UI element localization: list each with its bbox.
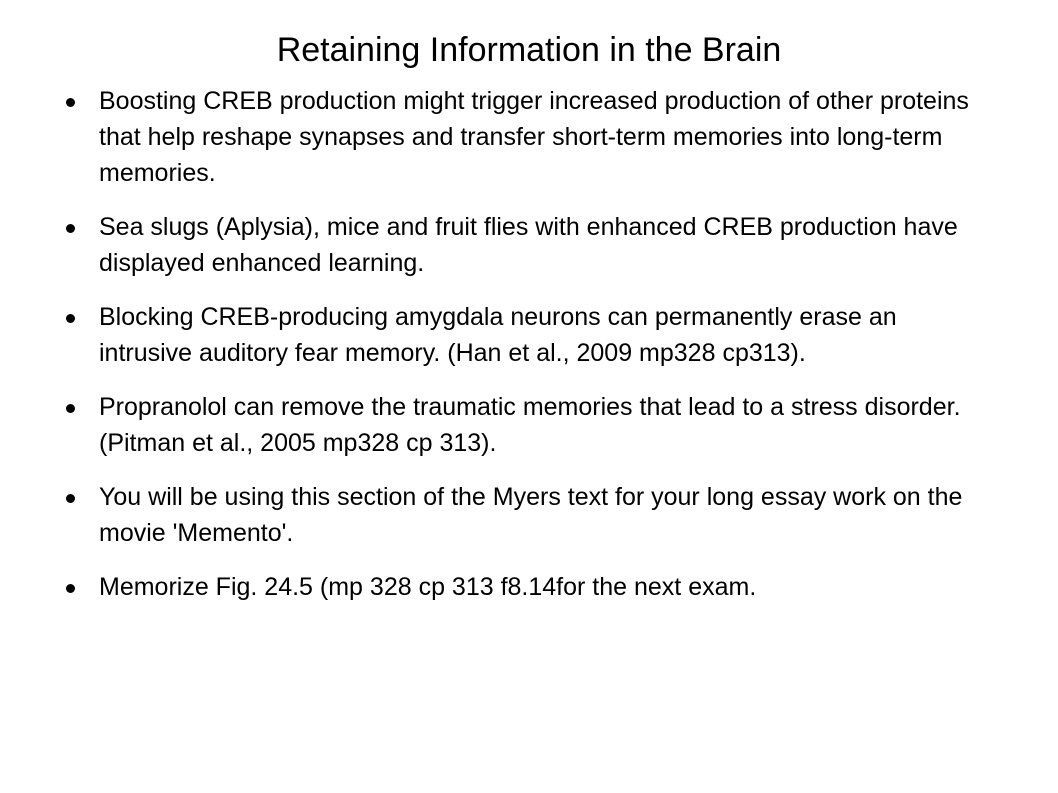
bullet-text: Memorize Fig. 24.5 (mp 328 cp 313 f8.14for the next exam.: [99, 573, 757, 601]
bullet-dot-icon: [66, 584, 75, 593]
bullet-dot-icon: [66, 224, 75, 233]
bullet-dot-icon: [66, 494, 75, 503]
bullet-text: Blocking CREB-producing amygdala neurons can permanently erase an intrusive auditory fear memory. (Han et al., 2009 mp328 cp313).: [99, 303, 897, 367]
bullet-item: [62, 299, 992, 371]
bullet-dot-icon: [66, 314, 75, 323]
slide-title: Retaining Information in the Brain: [276, 31, 782, 69]
bullet-item: [62, 479, 992, 551]
bullet-text: You will be using this section of the Myers text for your long essay work on the movie 'Memento'.: [99, 483, 963, 547]
bullet-text: Boosting CREB production might trigger increased production of other proteins that help reshape synapses and transfer short-term memories into long-term memories.: [99, 87, 969, 187]
bullet-item: [62, 389, 992, 461]
bullet-item: [62, 83, 992, 191]
bullet-item: [62, 209, 992, 281]
bullet-text: Propranolol can remove the traumatic memories that lead to a stress disorder. (Pitman et al., 2005 mp328 cp 313).: [99, 393, 961, 457]
bullet-dot-icon: [66, 98, 75, 107]
bullet-item: [62, 569, 992, 605]
bullet-dot-icon: [66, 404, 75, 413]
bullet-list: [62, 83, 992, 623]
bullet-text: Sea slugs (Aplysia), mice and fruit flies with enhanced CREB production have displayed enhanced learning.: [99, 213, 958, 277]
